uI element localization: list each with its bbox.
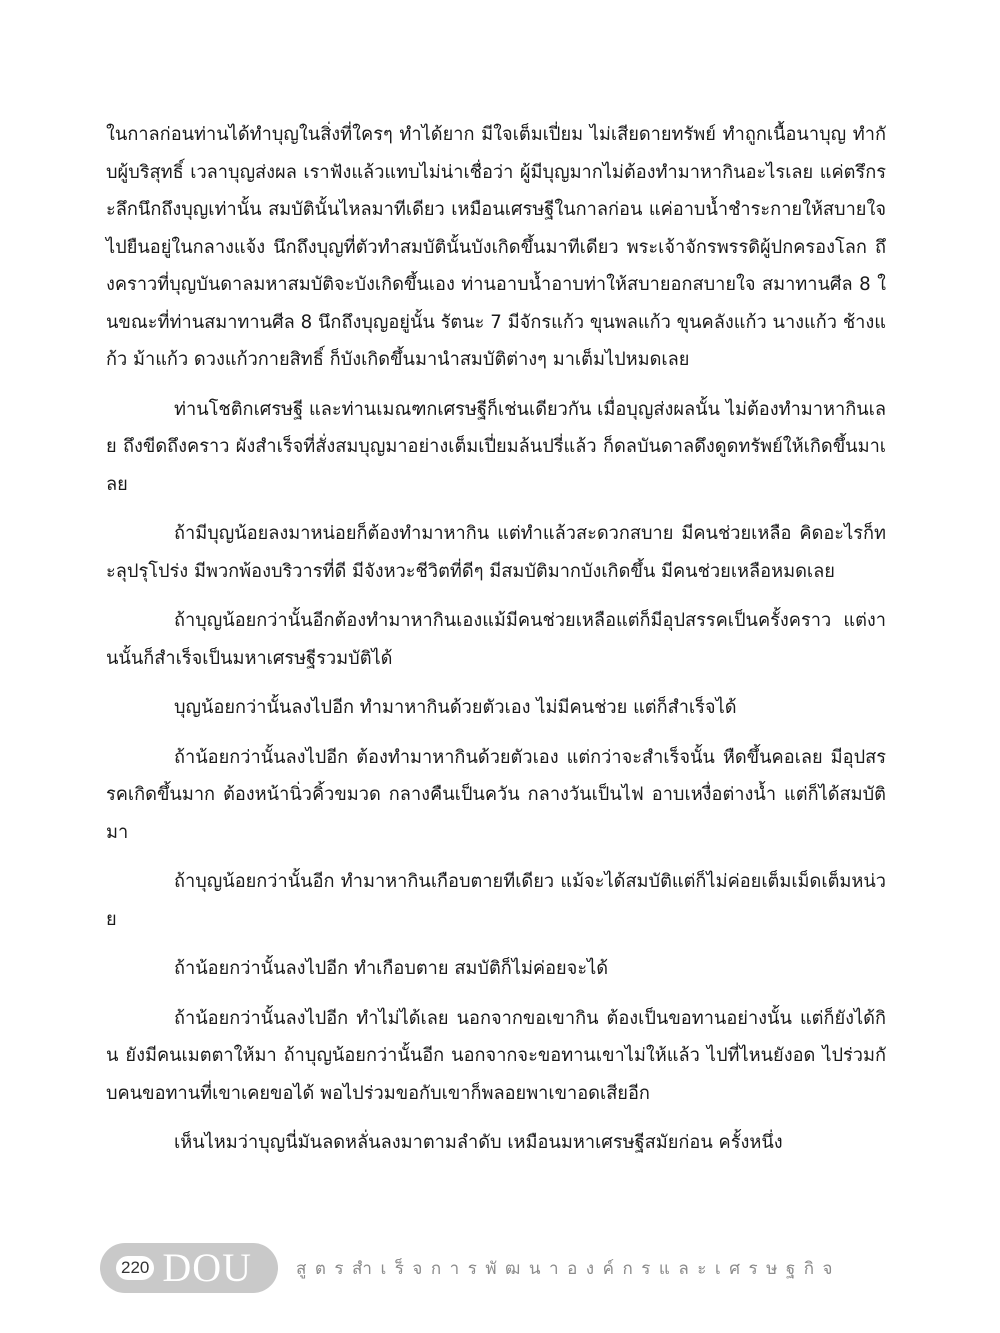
footer-badge bbox=[100, 1243, 278, 1293]
course-title: สูตรสำเร็จการพัฒนาองค์กรและเศรษฐกิจ bbox=[296, 1258, 841, 1279]
paragraph-10: เห็นไหมว่าบุญนี่มันลดหลั่นลงมาตามลำดับ เหมือนมหาเศรษฐีสมัยก่อน ครั้งหนึ่ง bbox=[174, 1132, 783, 1153]
paragraph-2: ท่านโชติกเศรษฐี และท่านเมณฑกเศรษฐีก็เช่นเดียวกัน เมื่อบุญส่งผลนั้น ไม่ต้องทำมาหากินเลย ถึงขีดถึงคราว ผังสำเร็จที่สั่งสมบุญมาอย่างเต็มเปี่ยมล้นปรี่แล้ว ก็ดลบันดาลดึงดูดทรัพย์ให้เกิดขึ้นมาเลย bbox=[106, 398, 886, 495]
page-body bbox=[106, 116, 886, 1174]
paragraph-9: ถ้าน้อยกว่านั้นลงไปอีก ทำไม่ได้เลย นอกจากขอเขากิน ต้องเป็นขอทานอย่างนั้น แต่ก็ยังได้กิน ยังมีคนเมตตาให้มา ถ้าบุญน้อยกว่านั้นอีก นอกจากจะขอทานเขาไม่ให้แล้ว ไปที่ไหนยังอด ไปร่วมกับคนขอทานที่เขาเคยขอได้ พอไปร่วมขอกับเขาก็พลอยพาเขาอดเสียอีก bbox=[106, 1007, 886, 1104]
paragraph-1: ในกาลก่อนท่านได้ทำบุญในสิ่งที่ใครๆ ทำได้ยาก มีใจเต็มเปี่ยม ไม่เสียดายทรัพย์ ทำถูกเนื้อนาบุญ ทำกับผู้บริสุทธิ์ เวลาบุญส่งผล เราฟังแล้วแทบไม่น่าเชื่อว่า ผู้มีบุญมากไม่ต้องทำมาหากินอะไรเลย แค่ตรึกระลึกนึกถึงบุญเท่านั้น สมบัตินั้นไหลมาทีเดียว เหมือนเศรษฐีในกาลก่อน แค่อาบน้ำชำระกายให้สบายใจ ไปยืนอยู่ในกลางแจ้ง นึกถึงบุญที่ตัวทำสมบัตินั้นบังเกิดขึ้นมาทีเดียว พระเจ้าจักรพรรดิผู้ปกครองโลก ถึงคราวที่บุญบันดาลมหาสมบัติจะบังเกิดขึ้นเอง ท่านอาบน้ำอาบท่าให้สบายอกสบายใจ สมาทานศีล 8 ในขณะที่ท่านสมาทานศีล 8 นึกถึงบุญอยู่นั้น รัตนะ 7 มีจักรแก้ว ขุนพลแก้ว ขุนคลังแก้ว นางแก้ว ช้างแก้ว ม้าแก้ว ดวงแก้วกายสิทธิ์ ก็บังเกิดขึ้นมานำสมบัติต่างๆ มาเต็มไปหมดเลย bbox=[106, 124, 886, 370]
paragraph-4: ถ้าบุญน้อยกว่านั้นอีกต้องทำมาหากินเองแม้มีคนช่วยเหลือแต่ก็มีอุปสรรคเป็นครั้งคราว แต่งานนั้นก็สำเร็จเป็นมหาเศรษฐีรวมบัติได้ bbox=[106, 610, 886, 669]
paragraph-8: ถ้าน้อยกว่านั้นลงไปอีก ทำเกือบตาย สมบัติก็ไม่ค่อยจะได้ bbox=[174, 958, 609, 979]
paragraph-6: ถ้าน้อยกว่านั้นลงไปอีก ต้องทำมาหากินด้วยตัวเอง แต่กว่าจะสำเร็จนั้น หืดขึ้นคอเลย มีอุปสรรคเกิดขึ้นมาก ต้องหน้านิ่วคิ้วขมวด กลางคืนเป็นควัน กลางวันเป็นไฟ อาบเหงื่อต่างน้ำ แต่ก็ได้สมบัติมา bbox=[106, 746, 886, 843]
paragraph-7: ถ้าบุญน้อยกว่านั้นอีก ทำมาหากินเกือบตายทีเดียว แม้จะได้สมบัติแต่ก็ไม่ค่อยเต็มเม็ดเต็มหน่วย bbox=[106, 871, 886, 930]
dou-logo: DOU bbox=[162, 1245, 253, 1290]
paragraph-3: ถ้ามีบุญน้อยลงมาหน่อยก็ต้องทำมาหากิน แต่ทำแล้วสะดวกสบาย มีคนช่วยเหลือ คิดอะไรก็ทะลุปรุโปร่ง มีพวกพ้องบริวารที่ดี มีจังหวะชีวิตที่ดีๆ มีสมบัติมากบังเกิดขึ้น มีคนช่วยเหลือหมดเลย bbox=[106, 523, 886, 582]
page-footer bbox=[100, 1243, 841, 1293]
page-number: 220 bbox=[116, 1256, 154, 1280]
paragraph-5: บุญน้อยกว่านั้นลงไปอีก ทำมาหากินด้วยตัวเอง ไม่มีคนช่วย แต่ก็สำเร็จได้ bbox=[174, 697, 737, 718]
